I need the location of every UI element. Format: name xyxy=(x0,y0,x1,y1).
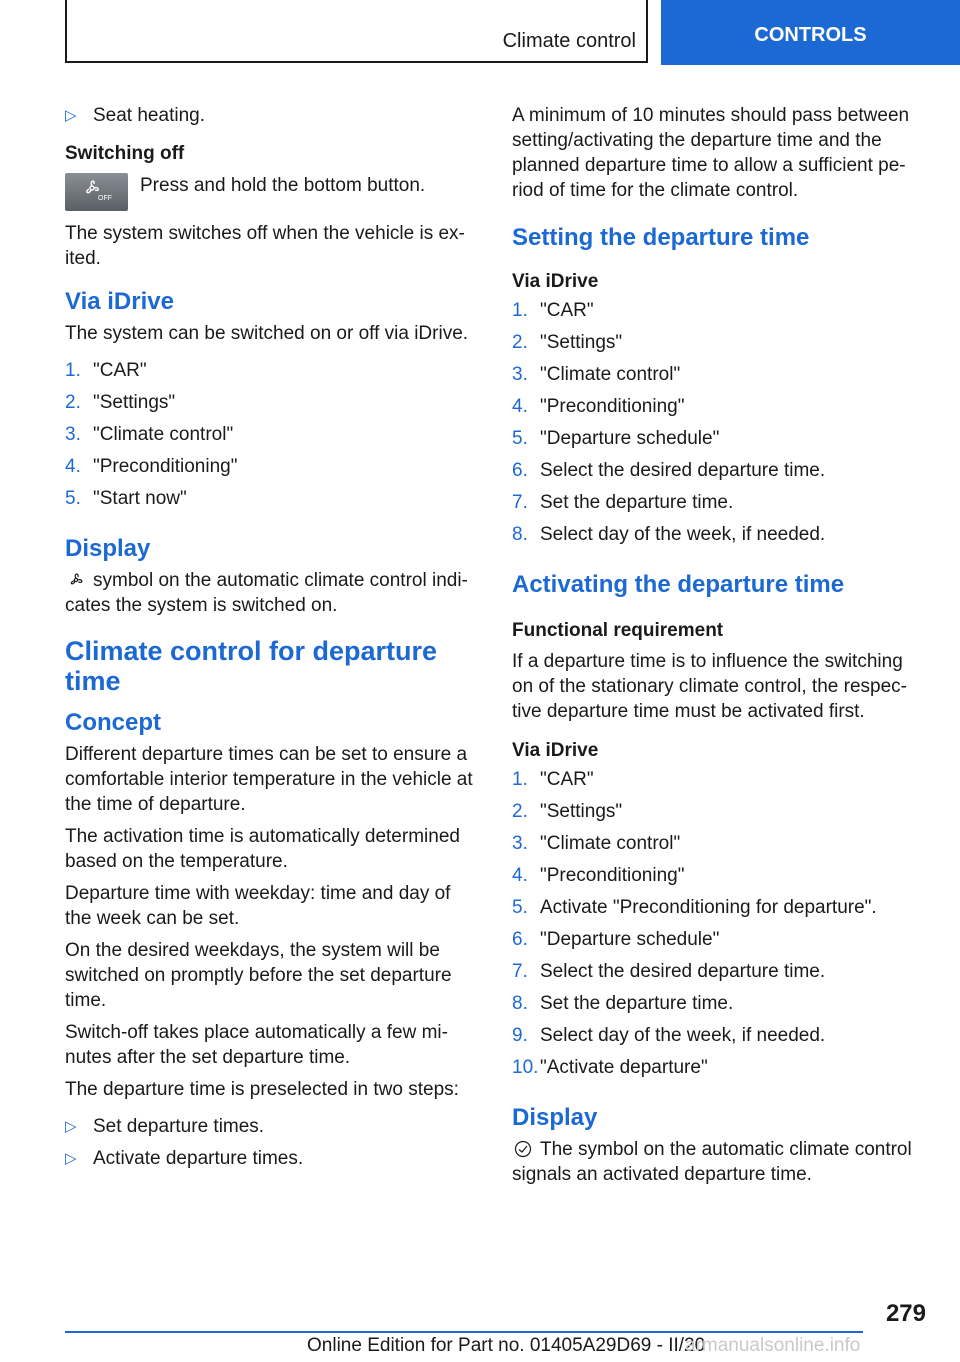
list-item: 6. Select the desired departure time. xyxy=(512,460,826,481)
list-item: 3. "Climate control" xyxy=(512,364,681,385)
intro-text: A minimum of 10 minutes should pass between setting/activating the departure time and the planned departure time to allow a sufficient pe-riod of time for the climate control. xyxy=(512,105,910,201)
concept-bullets xyxy=(65,1114,477,1178)
triangle-bullet-icon: ▷ xyxy=(65,1150,77,1167)
switch-off-instruction: Press and hold the bottom button. xyxy=(140,175,426,196)
func-req-text: If a departure time is to influence the switching on of the stationary climate control, the respec-tive departure time must be activated first. xyxy=(512,651,907,722)
setting-steps xyxy=(512,298,922,554)
idrive-steps xyxy=(65,358,477,518)
footer-divider xyxy=(65,1331,863,1333)
switch-off-row xyxy=(65,173,477,211)
list-item: 8. Select day of the week, if needed. xyxy=(512,524,826,545)
list-item: 5. Activate "Preconditioning for departure". xyxy=(512,897,877,918)
chapter-tab: CONTROLS xyxy=(661,0,960,65)
fan-icon xyxy=(65,571,87,589)
concept-heading: Concept xyxy=(65,709,161,736)
list-item: 9. Select day of the week, if needed. xyxy=(512,1025,826,1046)
list-item: 8. Set the departure time. xyxy=(512,993,734,1014)
concept-p1: Different departure times can be set to ensure a comfortable interior temperature in the vehicle at the time of departure. xyxy=(65,744,473,815)
list-item: ▷ Set departure times. xyxy=(65,1116,265,1137)
activating-sub: Via iDrive xyxy=(512,740,599,761)
check-circle-icon xyxy=(512,1140,534,1158)
list-item: 1. "CAR" xyxy=(512,300,594,321)
func-req-title: Functional requirement xyxy=(512,620,724,641)
list-item: 3. "Climate control" xyxy=(512,833,681,854)
list-item: 1. "CAR" xyxy=(65,360,147,381)
setting-sub: Via iDrive xyxy=(512,271,599,292)
bullet-list-top xyxy=(65,103,477,135)
display-heading: Display xyxy=(65,535,151,562)
list-item: 4. "Preconditioning" xyxy=(65,456,238,477)
page-number: 279 xyxy=(885,1300,926,1327)
list-item: 4. "Preconditioning" xyxy=(512,865,685,886)
display-heading-right: Display xyxy=(512,1104,598,1131)
section-title: Climate control xyxy=(502,30,636,52)
list-item: ▷ Seat heating. xyxy=(65,105,205,126)
edition-text: Online Edition for Part no. 01405A29D69 - II/20 xyxy=(307,1335,706,1356)
watermark-text: armanualsonline.info xyxy=(685,1335,861,1356)
list-item: 1. "CAR" xyxy=(512,769,594,790)
switching-off-title: Switching off xyxy=(65,143,185,164)
list-item: ▷ Activate departure times. xyxy=(65,1148,304,1169)
concept-p3: Departure time with weekday: time and day of the week can be set. xyxy=(65,883,451,929)
idrive-text: The system can be switched on or off via iDrive. xyxy=(65,323,469,344)
list-item: 10. "Activate departure" xyxy=(512,1057,708,1078)
svg-text:OFF: OFF xyxy=(98,195,112,202)
switch-off-note: The system switches off when the vehicle is ex-ited. xyxy=(65,223,465,269)
list-item: 5. "Start now" xyxy=(65,488,187,509)
concept-p4: On the desired weekdays, the system will be switched on promptly before the set departure time. xyxy=(65,940,452,1011)
departure-heading: Climate control for departure time xyxy=(65,636,438,696)
idrive-heading: Via iDrive xyxy=(65,288,174,315)
fan-off-button-icon xyxy=(65,173,128,211)
list-item: 7. Set the departure time. xyxy=(512,492,734,513)
display-text-right: The symbol on the automatic climate control signals an activated departure time. xyxy=(512,1139,912,1185)
list-item: 4. "Preconditioning" xyxy=(512,396,685,417)
activating-steps xyxy=(512,767,922,1087)
list-item: 7. Select the desired departure time. xyxy=(512,961,826,982)
list-item: 2. "Settings" xyxy=(512,801,623,822)
list-item: 6. "Departure schedule" xyxy=(512,929,720,950)
activating-heading: Activating the departure time xyxy=(512,571,845,598)
triangle-bullet-icon: ▷ xyxy=(65,107,77,124)
list-item: 2. "Settings" xyxy=(512,332,623,353)
display-text: symbol on the automatic climate control indi-cates the system is switched on. xyxy=(65,570,468,616)
setting-heading: Setting the departure time xyxy=(512,224,810,251)
concept-p2: The activation time is automatically determined based on the temperature. xyxy=(65,826,460,872)
list-item: 3. "Climate control" xyxy=(65,424,234,445)
concept-p6: The departure time is preselected in two steps: xyxy=(65,1079,459,1100)
list-item: 2. "Settings" xyxy=(65,392,176,413)
right-column xyxy=(512,103,922,1194)
concept-p5: Switch-off takes place automatically a few mi-nutes after the set departure time. xyxy=(65,1022,448,1068)
triangle-bullet-icon: ▷ xyxy=(65,1118,77,1135)
left-column xyxy=(65,103,477,1184)
list-item: 5. "Departure schedule" xyxy=(512,428,720,449)
